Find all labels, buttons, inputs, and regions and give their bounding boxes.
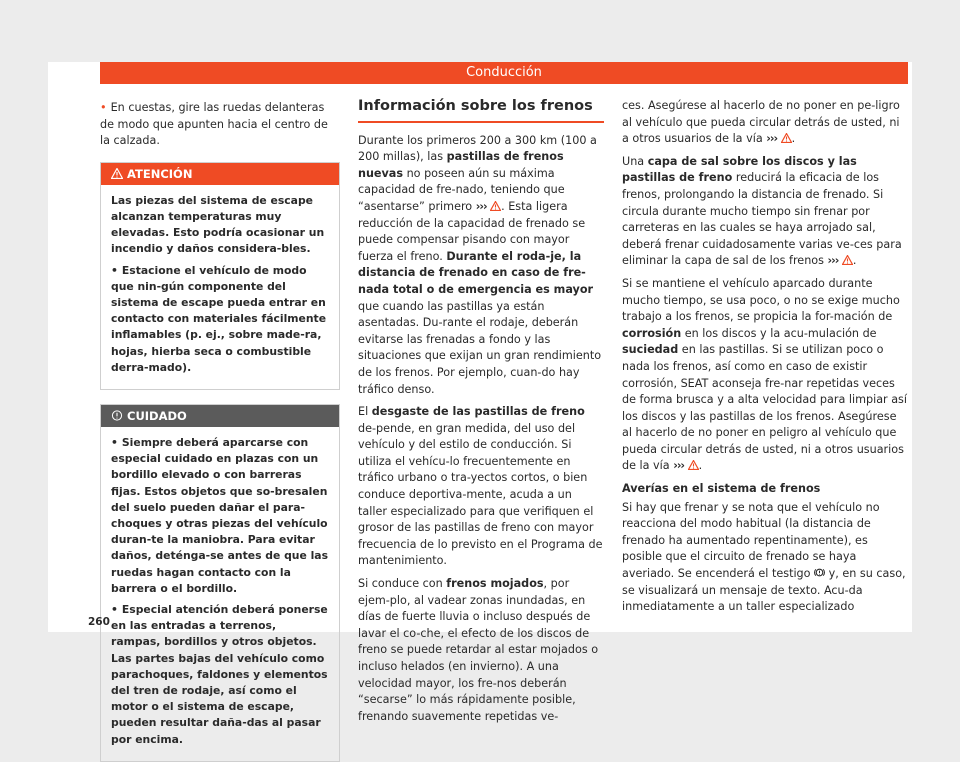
column-right: [622, 98, 908, 622]
page-header: Conducción: [100, 62, 908, 84]
warning-icon: [781, 133, 792, 143]
atencion-title: ATENCIÓN: [127, 166, 193, 181]
cuidado-body: [101, 427, 339, 761]
brake-warning-icon: [814, 567, 825, 578]
paragraph-mojados: Si conduce con frenos mojados, por ejem-plo, al vadear zonas inundadas, en días de fuerte lluvia o incluso después de lavar el co-che, el efecto de los discos de freno se puede retardar al estar mojados o incluso helados (en invierno). A una velocidad mayor, los fre-nos deberán “secarse” lo más rápidamente posible, frenando suavemente repetidas ve-: [358, 577, 599, 723]
atencion-box: [100, 162, 340, 390]
cuidado-box: [100, 404, 340, 762]
atencion-text-1: Las piezas del sistema de escape alcanzan temperaturas muy elevadas. Esto podría ocasionar un incendio y daños considera-bles.: [111, 193, 325, 256]
ref-arrow[interactable]: ›››: [827, 254, 839, 268]
warning-icon: [111, 168, 123, 179]
warning-icon: [842, 255, 853, 265]
intro-bullet: • En cuestas, gire las ruedas delanteras de modo que apunten hacia el centro de la calzada.: [100, 100, 340, 150]
atencion-header: [101, 163, 339, 185]
column-left: [100, 100, 340, 762]
paragraph-continuacion: ces. Asegúrese al hacerlo de no poner en pe-ligro al vehículo que pueda circular detrás de usted, ni a otros usuarios de la vía ››› .: [622, 99, 900, 146]
caution-icon: [111, 410, 123, 421]
atencion-text-2: • Estacione el vehículo de modo que nin-gún componente del sistema de escape pueda entrar en contacto con materiales fácilmente inflamables (p. ej., sobre made-ra, hojas, hierba seca o combustible derra-mado).: [111, 263, 329, 376]
column-middle: [358, 98, 604, 731]
paragraph-sal: Una capa de sal sobre los discos y las pastillas de freno reducirá la eficacia de los frenos, prolongando la distancia de frenado. Si circula durante mucho tiempo sin frenar por carreteras en las cuales se haya arrojado sal, deberá frenar cuidadosamente varias ve-ces para eliminar la capa de sal de los frenos ››› .: [622, 154, 902, 268]
subsection-title: Averías en el sistema de frenos: [622, 482, 821, 496]
cuidado-text-2: • Especial atención deberá ponerse en las entradas a terrenos, rampas, bordillos y otros objetos. Las partes bajas del vehículo como parachoques, faldones y elementos del tren de rodaje, así como el motor o el sistema de escape, pueden resultar daña-das al pasar por encima.: [111, 602, 329, 748]
warning-icon: [490, 201, 501, 211]
warning-icon: [688, 460, 699, 470]
paragraph-desgaste: El desgaste de las pastillas de freno de-pende, en gran medida, del uso del vehículo y del estilo de conducción. Si utiliza el vehícu-lo frecuentemente en tráfico urbano o tra-yectos cortos, o bien conduce deportiva-mente, acuda a un taller especializado para que verifiquen el grosor de las pastillas de freno con mayor frecuencia de lo previsto en el Programa de mantenimiento.: [358, 405, 603, 568]
ref-arrow[interactable]: ›››: [673, 459, 685, 473]
paragraph-rodaje: Durante los primeros 200 a 300 km (100 a 200 millas), las pastillas de frenos nuevas no poseen aún su máxima capacidad de fre-nado, teniendo que “asentarse” primero ››› . Esta ligera reducción de la capacidad de frenado se puede compensar pisando con mayor fuerza el freno. Durante el roda-je, la distancia de frenado en caso de fre-nada total o de emergencia es mayor que cuando las pastillas ya están asentadas. Du-rante el rodaje, deberán evitarse las frenadas a fondo y las situaciones que exijan un gran rendimiento de los frenos. Por ejemplo, cuan-do hay tráfico denso.: [358, 133, 602, 396]
ref-arrow[interactable]: ›››: [475, 199, 487, 213]
paragraph-corrosion: Si se mantiene el vehículo aparcado durante mucho tiempo, se usa poco, o no se exige mucho trabajo a los frenos, se propicia la for-mación de corrosión en los discos y la acu-mulación de suciedad en las pastillas. Si se utilizan poco o nada los frenos, así como en caso de existir corrosión, SEAT aconseja fre-nar repetidas veces de forma brusca y a alta velocidad para limpiar así los discos y las pastillas de los frenos. Asegúrese al hacerlo de no poner en peligro al vehículo que pueda circular detrás de usted, ni a otros usuarios de la vía ››› .: [622, 276, 907, 473]
atencion-body: [101, 185, 339, 389]
cuidado-title: CUIDADO: [127, 409, 187, 424]
section-title: Información sobre los frenos: [358, 98, 604, 123]
page-number: 260: [88, 616, 110, 628]
ref-arrow[interactable]: ›››: [766, 132, 778, 146]
manual-page: [48, 62, 912, 746]
cuidado-text-1: • Siempre deberá aparcarse con especial cuidado en plazas con un bordillo elevado o con barreras fijas. Estos objetos que so-bresalen del suelo pueden dañar el para-choques y otras piezas del vehículo duran-te la maniobra. Para evitar daños, deténga-se antes de que las ruedas hagan contacto con la barrera o el bordillo.: [111, 435, 329, 597]
paragraph-averias: Si hay que frenar y se nota que el vehículo no reacciona del modo habitual (la distancia de frenado ha aumentado repentinamente), es posible que el circuito de frenado se haya averiado. Se encenderá el testigo y, en su caso, se visualizará un mensaje de texto. Acu-da inmediatamente a un taller especializado: [622, 500, 906, 614]
cuidado-header: [101, 405, 339, 427]
